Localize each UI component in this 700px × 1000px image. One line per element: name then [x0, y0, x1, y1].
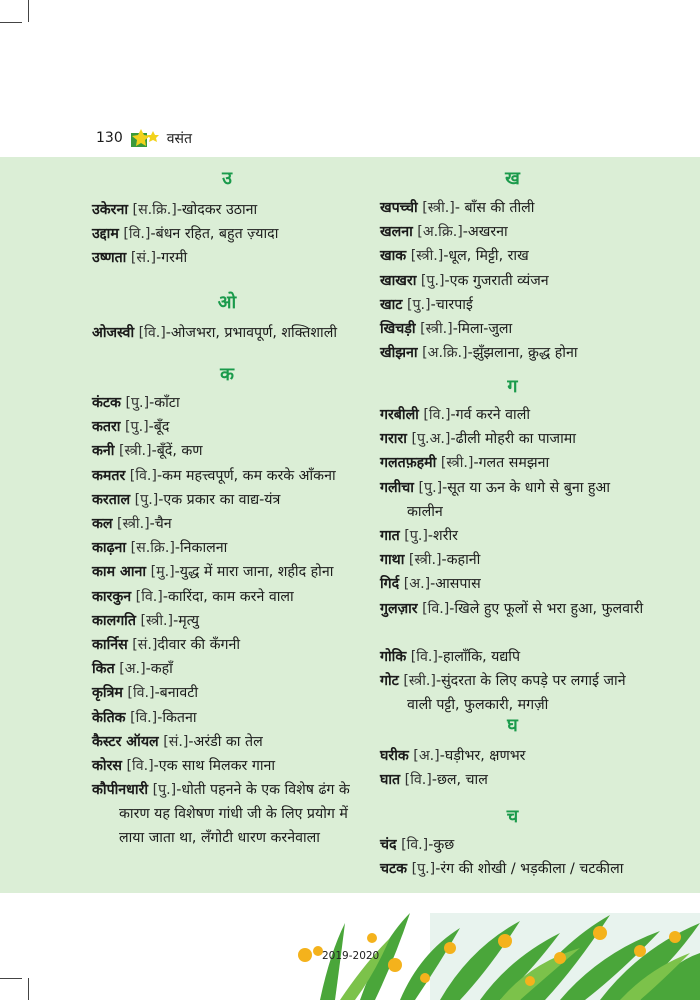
entry-word: गरारा [380, 431, 407, 448]
entry-word: कोरस [92, 758, 122, 774]
entry-meaning: -निकालना [174, 540, 228, 557]
entry-meaning: -घड़ीभर, क्षणभर [439, 748, 526, 764]
entry-word: कैस्टर ऑयल [92, 733, 159, 750]
entry-meaning: -बूँदें, कण [151, 443, 203, 460]
entry-word: खलना [380, 224, 413, 241]
entry-grammar: [स्त्री.] [140, 612, 174, 629]
glossary-entry [92, 609, 362, 633]
page-number: 130 [96, 130, 123, 146]
entry-grammar: [अ.क्रि.] [422, 345, 468, 362]
entry-grammar: [अ.] [403, 576, 431, 593]
entry-word: चटक [380, 861, 408, 878]
entry-word: घरीक [380, 748, 409, 764]
glossary-entry [92, 439, 362, 463]
section-letter: घ [507, 715, 518, 736]
entry-meaning: -कारिंदा, काम करने वाला [162, 588, 294, 605]
glossary-entry [92, 754, 362, 778]
entry-meaning: -खोदकर उठाना [176, 202, 258, 218]
entry-word: कल [92, 516, 113, 532]
entry-grammar: [वि.] [130, 709, 158, 726]
entry-grammar: [मु.] [150, 564, 175, 581]
entry-grammar: [वि.] [401, 837, 429, 853]
entry-meaning: -झुँझलाना, क्रुद्ध होना [467, 345, 578, 362]
glossary-entry [380, 476, 645, 524]
glossary-entry [380, 768, 645, 792]
entry-grammar: [वि.] [123, 226, 151, 243]
glossary-panel [0, 157, 700, 893]
entry-meaning: -बंधन रहित, बहुत ज़्यादा [150, 226, 279, 243]
glossary-entry [380, 451, 645, 475]
entry-grammar: [वि.] [138, 325, 166, 341]
entry-grammar: [पु.] [406, 296, 431, 313]
glossary-entry [92, 536, 362, 560]
glossary-entry [92, 415, 362, 439]
entry-meaning: -अरंडी का तेल [188, 733, 263, 750]
entry-word: कृत्रिम [92, 685, 123, 702]
section-letter: च [506, 806, 519, 827]
glossary-entry [92, 633, 362, 657]
glossary-entry [380, 341, 645, 365]
entry-meaning: -कहानी [441, 552, 481, 569]
entry-meaning: -कम महत्त्वपूर्ण, कम करके आँकना [156, 467, 336, 484]
entry-word: गलतफ़हमी [380, 455, 437, 472]
entry-grammar: [स.क्रि.] [130, 540, 175, 557]
entry-meaning: दीवार की कँगनी [157, 637, 241, 653]
entry-grammar: [स्त्री.] [410, 248, 444, 265]
entry-meaning: -ढीली मोहरी का पाजामा [450, 431, 576, 448]
entry-word: चंद [380, 837, 397, 853]
entry-word: कनी [92, 443, 115, 460]
entry-grammar: [स्त्री.] [403, 673, 436, 690]
page-header [96, 128, 192, 148]
entry-word: घात [380, 772, 401, 789]
glossary-entry [92, 464, 362, 488]
entry-word: कित [92, 661, 115, 678]
entry-grammar: [पु.] [420, 272, 445, 289]
glossary-entry [92, 198, 362, 222]
entry-word: केतिक [92, 709, 126, 726]
glossary-entry [92, 321, 362, 345]
glossary-entry [380, 857, 645, 881]
glossary-entry [380, 220, 645, 244]
entry-grammar: [अ.] [413, 748, 440, 764]
year-label: 2019-2020 [322, 950, 380, 962]
grass-flowers-illustration [0, 893, 700, 1000]
entry-word: कार्निस [92, 637, 128, 653]
entry-word: गोकि [380, 649, 407, 665]
entry-meaning: -सूत या ऊन के धागे से बुना हुआ कालीन [407, 479, 610, 520]
glossary-entry [380, 196, 645, 220]
entry-word: ओजस्वी [92, 325, 135, 341]
entry-meaning: -ओजभरा, प्रभावपूर्ण, शक्तिशाली [165, 325, 338, 341]
crop-mark-top-left-h [0, 22, 22, 23]
entry-grammar: [वि.] [422, 600, 450, 617]
entry-grammar: [स्त्री.] [408, 552, 442, 569]
entry-meaning: -शरीर [427, 528, 458, 544]
entry-word: खाट [380, 296, 403, 313]
glossary-entry [380, 317, 645, 341]
entry-grammar: [वि.] [127, 685, 155, 702]
entry-meaning: -हालाँकि, यद्यपि [437, 649, 521, 665]
entry-word: करताल [92, 491, 131, 508]
entry-grammar: [वि.] [404, 772, 432, 789]
entry-meaning: -चैन [149, 516, 172, 532]
entry-meaning: -कितना [157, 709, 197, 726]
entry-grammar: [सं.] [132, 637, 158, 653]
entry-grammar: [पु.] [134, 491, 159, 508]
entry-word: गुलज़ार [380, 600, 418, 617]
entry-meaning: -गरमी [156, 250, 188, 267]
glossary-entry [380, 744, 645, 768]
entry-meaning: -युद्ध में मारा जाना, शहीद होना [174, 564, 334, 581]
entry-grammar: [सं.] [130, 250, 157, 267]
entry-grammar: [वि.] [135, 588, 163, 605]
glossary-entry [92, 246, 362, 270]
glossary-entry [380, 403, 645, 427]
glossary-entry [380, 269, 645, 293]
section-letter: क [220, 364, 234, 385]
entry-grammar: [पु.] [152, 782, 177, 799]
glossary-entry [380, 833, 645, 857]
glossary-entry [92, 778, 362, 850]
entry-grammar: [स्त्री.] [422, 200, 455, 216]
section-letter: ग [507, 376, 518, 397]
entry-grammar: [वि.] [126, 758, 154, 774]
section-letter: उ [222, 168, 232, 189]
entry-word: कौपीनधारी [92, 782, 149, 799]
entry-grammar: [स.क्रि.] [132, 202, 177, 218]
entry-meaning: -चारपाई [430, 296, 473, 313]
entry-meaning: -छल, चाल [431, 772, 488, 789]
glossary-entry [380, 669, 645, 717]
entry-grammar: [अ.क्रि.] [417, 224, 463, 241]
glossary-entry [92, 657, 362, 681]
entry-meaning: -मिला-जुला [452, 321, 513, 337]
entry-word: गाथा [380, 552, 405, 569]
glossary-entry [92, 391, 362, 415]
entry-meaning: -कुछ [428, 837, 455, 853]
glossary-entry [92, 585, 362, 609]
entry-word: कारकुन [92, 588, 132, 605]
glossary-entry [92, 706, 362, 730]
entry-word: गरबीली [380, 407, 419, 423]
entry-meaning: -बूँद [148, 419, 170, 436]
entry-grammar: [अ.] [119, 661, 146, 678]
glossary-entry [380, 572, 645, 596]
entry-meaning: - बाँस की तीली [454, 200, 535, 216]
entry-word: खिचड़ी [380, 321, 416, 337]
entry-word: कालगति [92, 612, 136, 629]
entry-grammar: [स्त्री.] [118, 443, 152, 460]
crop-mark-top-left-v [28, 0, 29, 22]
entry-word: खाखरा [380, 272, 417, 289]
glossary-entry [380, 427, 645, 451]
entry-grammar: [पु.] [125, 395, 150, 411]
entry-grammar: [स्त्री.] [420, 321, 453, 337]
glossary-entry [380, 597, 645, 621]
entry-word: गोट [380, 673, 399, 690]
entry-grammar: [पु.] [411, 861, 436, 878]
flower-logo-icon [127, 127, 161, 149]
entry-word: उष्णता [92, 250, 127, 267]
glossary-entry [380, 548, 645, 572]
entry-meaning: -गर्व करने वाली [450, 407, 530, 423]
entry-grammar: [पु.] [124, 419, 149, 436]
entry-meaning: -एक गुजराती व्यंजन [444, 272, 549, 289]
entry-word: उद्दाम [92, 226, 119, 243]
entry-grammar: [पु.] [418, 479, 443, 496]
book-title: वसंत [166, 130, 192, 147]
entry-word: काढ़ना [92, 540, 127, 557]
entry-word: उकेरना [92, 202, 129, 218]
glossary-entry [92, 488, 362, 512]
glossary-entry [92, 512, 362, 536]
section-letter: ख [505, 168, 520, 189]
entry-word: गात [380, 528, 400, 544]
glossary-entry [380, 293, 645, 317]
entry-grammar: [वि.] [410, 649, 438, 665]
entry-meaning: -कहाँ [145, 661, 173, 678]
entry-meaning: -अखरना [462, 224, 508, 241]
entry-grammar: [पु.] [404, 528, 428, 544]
entry-meaning: -रंग की शोखी / भड़कीला / चटकीला [435, 861, 624, 878]
glossary-entry [92, 222, 362, 246]
glossary-entry [92, 560, 362, 584]
entry-meaning: -एक साथ मिलकर गाना [153, 758, 276, 774]
glossary-entry [380, 244, 645, 268]
glossary-entry [92, 730, 362, 754]
entry-meaning: -बनावटी [154, 685, 199, 702]
entry-word: खीझना [380, 345, 418, 362]
entry-word: कतरा [92, 419, 121, 436]
entry-meaning: -धोती पहनने के एक विशेष ढंग के कारण यह विशेषण गांधी जी के लिए प्रयोग में लाया जाता था, लँगोटी धारण करनेवाला [119, 782, 350, 847]
entry-meaning: -एक प्रकार का वाद्य-यंत्र [158, 491, 281, 508]
entry-grammar: [सं.] [163, 733, 189, 750]
entry-grammar: [वि.] [129, 467, 157, 484]
glossary-entry [380, 645, 645, 669]
entry-word: गिर्द [380, 576, 400, 593]
entry-word: काम आना [92, 564, 147, 581]
entry-grammar: [स्त्री.] [440, 455, 474, 472]
entry-grammar: [पु.अ.] [411, 431, 451, 448]
entry-meaning: -काँटा [149, 395, 180, 411]
entry-grammar: [वि.] [423, 407, 451, 423]
glossary-entry [380, 524, 645, 548]
entry-word: गलीचा [380, 479, 414, 496]
entry-word: खपच्ची [380, 200, 418, 216]
entry-meaning: -आसपास [430, 576, 481, 593]
entry-meaning: -खिले हुए फूलों से भरा हुआ, फुलवारी [449, 600, 644, 617]
section-letter: ओ [217, 292, 237, 313]
glossary-entry [92, 681, 362, 705]
entry-grammar: [स्त्री.] [117, 516, 150, 532]
entry-meaning: -धूल, मिट्टी, राख [443, 248, 529, 265]
entry-meaning: -मृत्यु [173, 612, 200, 629]
entry-meaning: -गलत समझना [473, 455, 550, 472]
entry-word: खाक [380, 248, 407, 265]
entry-meaning: -सुंदरता के लिए कपड़े पर लगाई जाने वाली पट्टी, फुलकारी, मगज़ी [407, 673, 626, 714]
entry-word: कंटक [92, 395, 121, 411]
entry-word: कमतर [92, 467, 126, 484]
